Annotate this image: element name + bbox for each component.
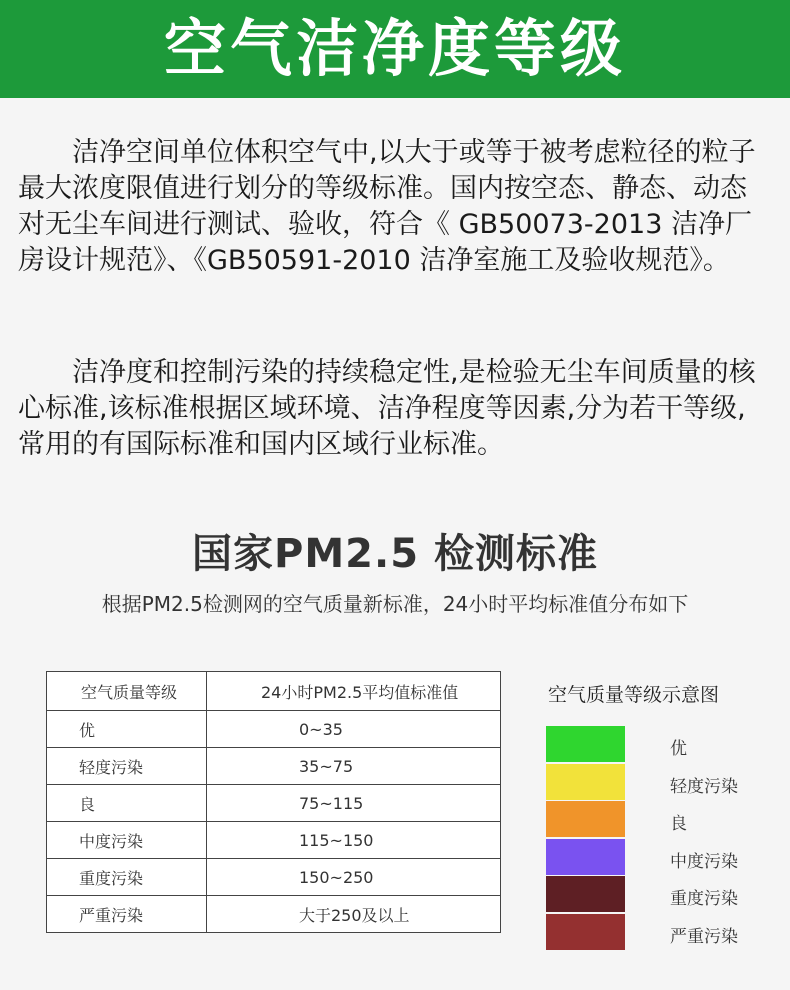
legend: [546, 726, 776, 952]
table-cell-grade: 优: [47, 711, 207, 748]
legend-item: [546, 801, 776, 839]
table-row: [47, 785, 501, 822]
title-banner: [0, 0, 790, 98]
color-swatch: [546, 764, 625, 800]
section-title: 国家PM2.5 检测标准: [192, 531, 598, 577]
legend-item: [546, 839, 776, 877]
section-subtitle: 根据PM2.5检测网的空气质量新标准，24小时平均标准值分布如下: [101, 592, 689, 616]
table-cell-grade: 良: [47, 785, 207, 822]
legend-item: [546, 914, 776, 952]
page-title: 空气洁净度等级: [163, 12, 626, 85]
legend-label: 严重污染: [670, 926, 738, 947]
table-cell-value: 115~150: [207, 822, 501, 859]
table-cell-grade: 轻度污染: [47, 748, 207, 785]
color-swatch: [546, 914, 625, 950]
color-swatch: [546, 726, 625, 762]
table-row: [47, 711, 501, 748]
legend-title: 空气质量等级示意图: [548, 684, 720, 706]
column-header-value: 24小时PM2.5平均值标准值: [207, 672, 501, 711]
table-header-row: [47, 672, 501, 711]
legend-label: 优: [670, 739, 687, 759]
legend-item: [546, 764, 776, 802]
table-cell-value: 大于250及以上: [207, 896, 501, 933]
table-row: [47, 896, 501, 933]
table-row: [47, 822, 501, 859]
color-swatch: [546, 801, 625, 837]
table-row: [47, 748, 501, 785]
intro-paragraph-2: 洁净度和控制污染的持续稳定性,是检验无尘车间质量的核心标准,该标准根据区域环境、洁净程度等因素,分为若干等级,常用的有国际标准和国内区域行业标准。: [18, 357, 756, 460]
legend-item: [546, 726, 776, 764]
legend-label: 重度污染: [670, 889, 738, 910]
intro-paragraph-1: 洁净空间单位体积空气中,以大于或等于被考虑粒径的粒子最大浓度限值进行划分的等级标准。国内按空态、静态、动态对无尘车间进行测试、验收，符合《 GB50073-2013 洁净厂房设计规范》、《GB50591-2010 洁净室施工及验收规范》。: [18, 137, 756, 276]
color-swatch: [546, 876, 625, 912]
table-cell-value: 35~75: [207, 748, 501, 785]
legend-label: 良: [670, 814, 687, 835]
air-quality-table: [46, 671, 501, 933]
table-cell-value: 0~35: [207, 711, 501, 748]
table-cell-value: 150~250: [207, 859, 501, 896]
color-swatch: [546, 839, 625, 875]
table-cell-grade: 中度污染: [47, 822, 207, 859]
column-header-grade: 空气质量等级: [47, 672, 207, 711]
table-cell-value: 75~115: [207, 785, 501, 822]
table-row: [47, 859, 501, 896]
legend-label: 中度污染: [670, 851, 738, 872]
legend-item: [546, 876, 776, 914]
legend-label: 轻度污染: [670, 776, 738, 797]
table-cell-grade: 严重污染: [47, 896, 207, 933]
table-cell-grade: 重度污染: [47, 859, 207, 896]
